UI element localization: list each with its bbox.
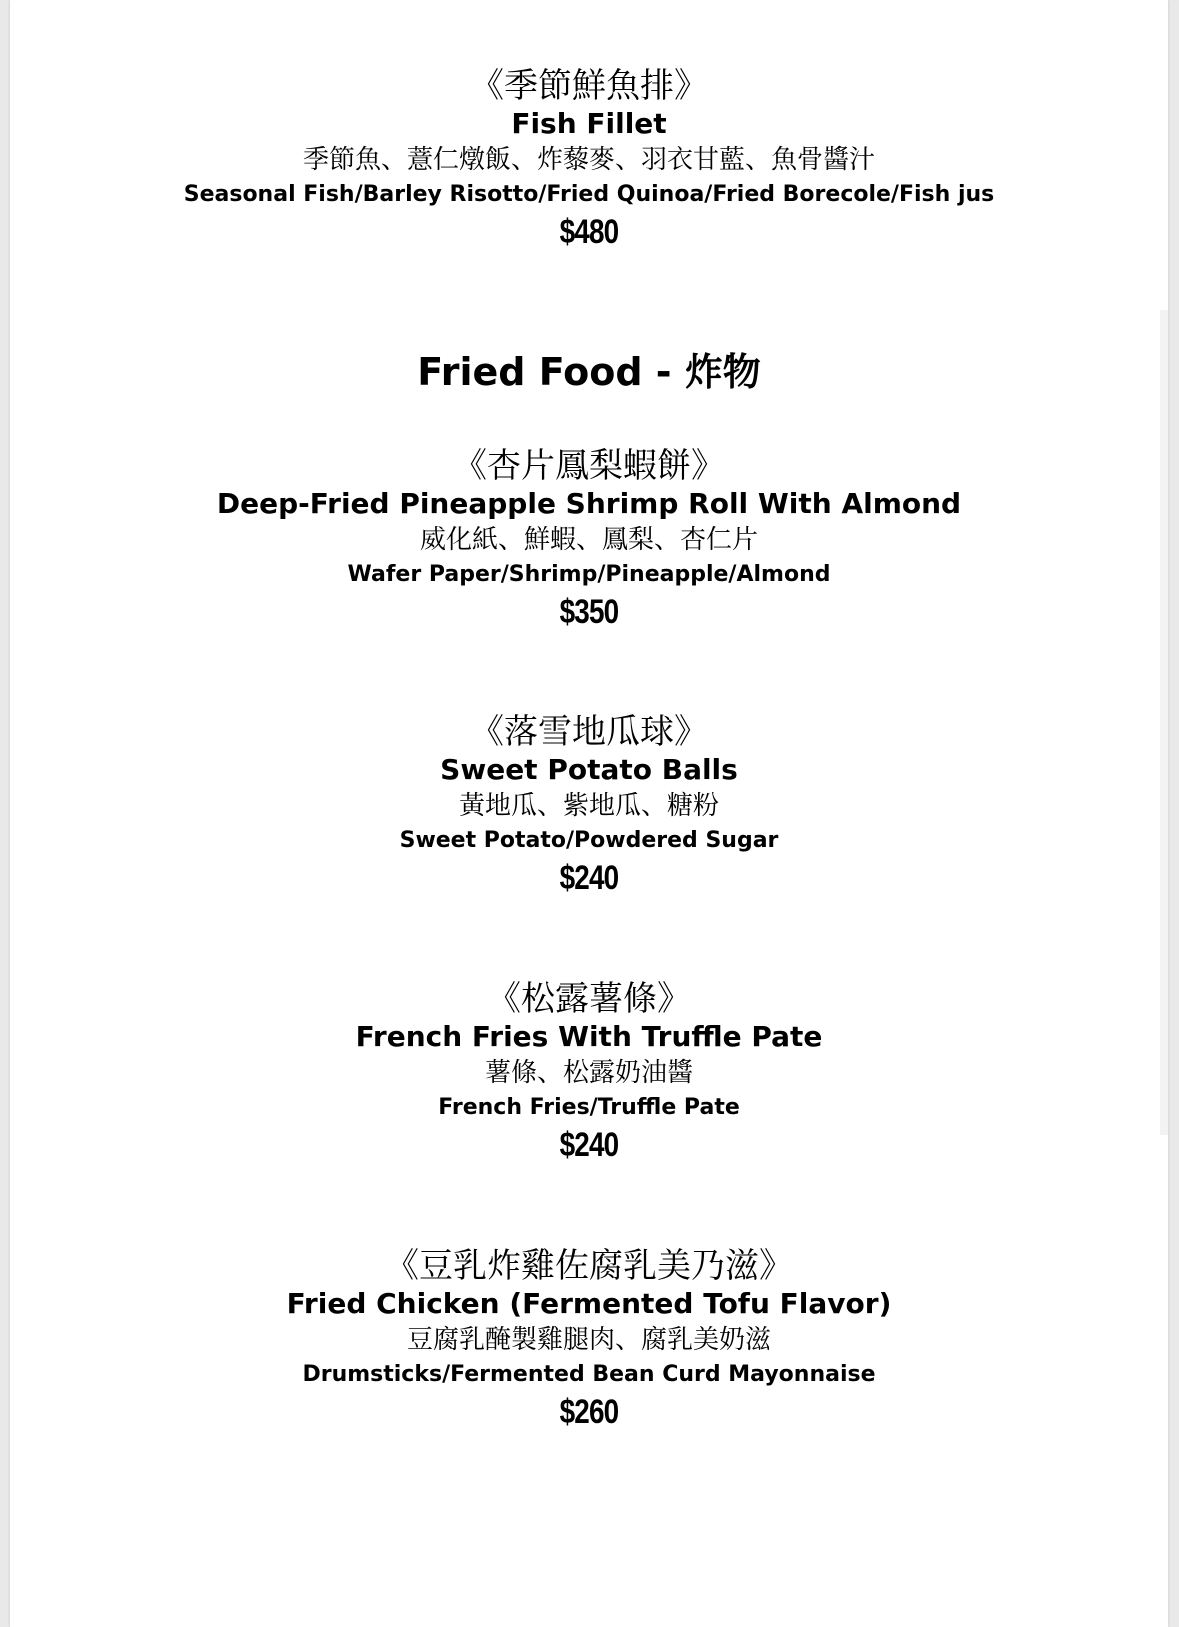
item-english-name: Deep-Fried Pineapple Shrimp Roll With Almond <box>216 487 962 520</box>
item-english-ingredients: French Fries/Truffle Pate <box>438 1095 740 1120</box>
menu-page <box>10 0 1168 1627</box>
item-chinese-ingredients: 季節魚、薏仁燉飯、炸藜麥、羽衣甘藍、魚骨醬汁 <box>302 145 875 175</box>
item-english-ingredients: Drumsticks/Fermented Bean Curd Mayonnaise <box>302 1362 876 1387</box>
item-chinese-ingredients: 薯條、松露奶油醬 <box>484 1058 693 1088</box>
item-english-name: Sweet Potato Balls <box>440 753 738 786</box>
item-english-ingredients: Seasonal Fish/Barley Risotto/Fried Quinoa/Fried Borecole/Fish jus <box>183 182 995 207</box>
item-price: $260 <box>559 1393 619 1431</box>
section-heading-fried-food: Fried Food - 炸物 <box>417 350 761 394</box>
item-chinese-name: 《豆乳炸雞佐腐乳美乃滋》 <box>385 1246 793 1286</box>
item-chinese-name: 《杏片鳳梨蝦餅》 <box>453 446 725 486</box>
item-chinese-ingredients: 威化紙、鮮蝦、鳳梨、杏仁片 <box>419 525 758 555</box>
menu-item-sweet-potato-balls <box>10 712 1168 898</box>
item-english-name: Fish Fillet <box>511 107 667 140</box>
item-english-name: French Fries With Truffle Pate <box>355 1020 823 1053</box>
menu-item-pineapple-shrimp-roll <box>10 446 1168 632</box>
item-chinese-name: 《松露薯條》 <box>487 979 691 1019</box>
page-edge-shadow <box>1160 310 1168 1135</box>
item-chinese-ingredients: 黃地瓜、紫地瓜、糖粉 <box>458 791 719 821</box>
item-english-ingredients: Wafer Paper/Shrimp/Pineapple/Almond <box>347 562 831 587</box>
item-price: $240 <box>559 859 619 897</box>
item-chinese-name: 《落雪地瓜球》 <box>470 712 708 752</box>
menu-item-fried-chicken <box>10 1246 1168 1432</box>
menu-item-truffle-fries <box>10 979 1168 1165</box>
item-chinese-ingredients: 豆腐乳醃製雞腿肉、腐乳美奶滋 <box>406 1325 771 1355</box>
item-price: $350 <box>559 593 619 631</box>
item-english-ingredients: Sweet Potato/Powdered Sugar <box>399 828 779 853</box>
item-price: $240 <box>559 1126 619 1164</box>
item-english-name: Fried Chicken (Fermented Tofu Flavor) <box>286 1287 892 1320</box>
item-price: $480 <box>559 213 619 251</box>
item-chinese-name: 《季節鮮魚排》 <box>470 66 708 106</box>
menu-item-fish-fillet <box>10 66 1168 252</box>
